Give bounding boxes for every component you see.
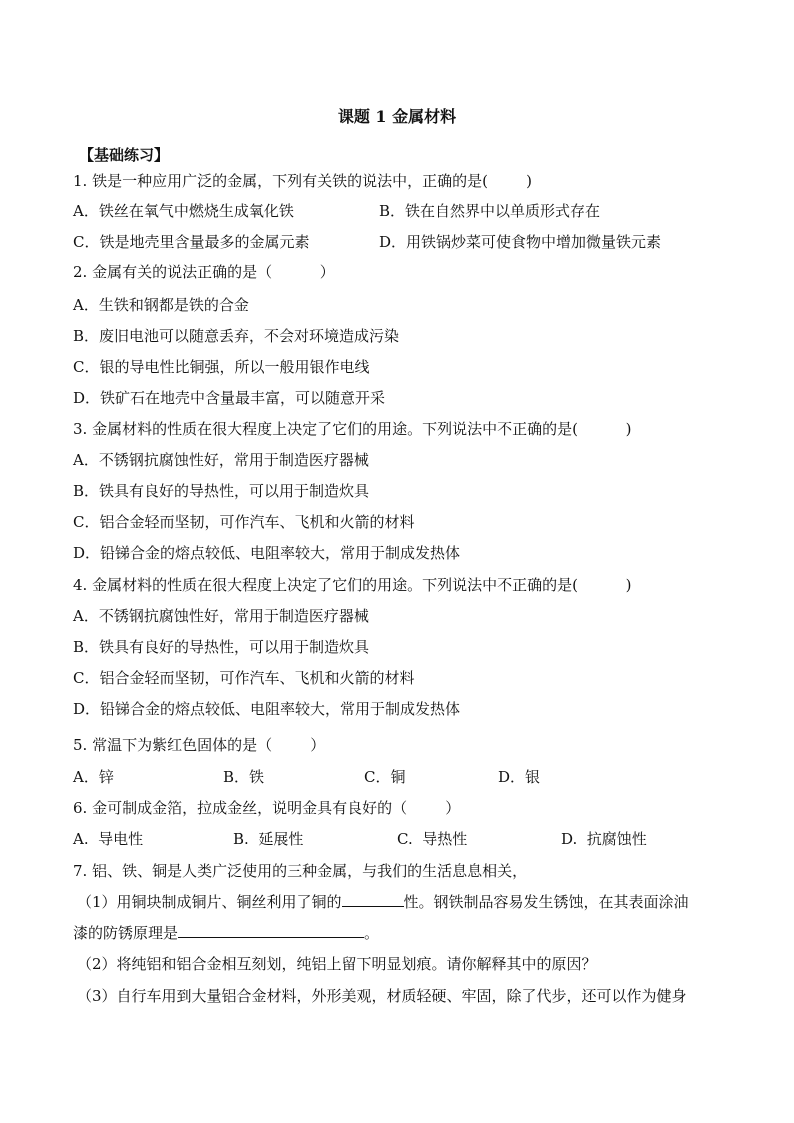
question-6-option-b: B. 延展性 [233,830,304,848]
question-1-options-row-2 [73,232,661,252]
question-1-stem: 1. 铁是一种应用广泛的金属，下列有关铁的说法中，正确的是( ) [73,172,532,190]
question-7-part-1-line-2 [73,923,379,943]
answer-blank-2[interactable] [178,923,364,938]
question-7-part-3: （3）自行车用到大量铝合金材料，外形美观，材质轻硬、牢固，除了代步，还可以作为健身 [77,987,687,1005]
question-4-option-c: C．铝合金轻而坚韧，可作汽车、飞机和火箭的材料 [73,669,415,687]
question-1-options-row-1 [73,201,600,221]
question-5-option-b: B．铁 [223,768,265,786]
question-1-option-b: B．铁在自然界中以单质形式存在 [379,202,601,220]
section-heading: 【基础练习】 [79,146,170,164]
question-7-part-1-text-after: 性。钢铁制品容易发生锈蚀，在其表面涂油 [403,893,689,911]
question-7-part-1-line-2-end: 。 [364,924,380,942]
question-6-option-c: C. 导热性 [397,830,468,848]
question-2-option-b: B．废旧电池可以随意丢弃，不会对环境造成污染 [73,327,400,345]
question-3-option-a: A．不锈钢抗腐蚀性好，常用于制造医疗器械 [73,451,369,469]
question-7-part-1-text-before: （1）用铜块制成铜片、铜丝利用了铜的 [77,893,342,911]
question-3-option-d: D．铅锑合金的熔点较低、电阻率较大，常用于制成发热体 [73,544,461,562]
question-2-option-c: C．银的导电性比铜强，所以一般用银作电线 [73,358,370,376]
question-4-option-d: D．铅锑合金的熔点较低、电阻率较大，常用于制成发热体 [73,700,461,718]
question-4-stem: 4. 金属材料的性质在很大程度上决定了它们的用途。下列说法中不正确的是( ) [73,576,632,594]
question-7-part-1 [77,892,689,912]
question-2-stem: 2. 金属有关的说法正确的是（ ） [73,263,335,281]
question-3-stem: 3. 金属材料的性质在很大程度上决定了它们的用途。下列说法中不正确的是( ) [73,420,632,438]
question-6-stem: 6. 金可制成金箔，拉成金丝，说明金具有良好的（ ） [73,799,461,817]
question-4-option-a: A．不锈钢抗腐蚀性好，常用于制造医疗器械 [73,607,369,625]
answer-blank-1[interactable] [342,892,404,907]
question-3-option-b: B．铁具有良好的导热性，可以用于制造炊具 [73,482,370,500]
question-4-option-b: B．铁具有良好的导热性，可以用于制造炊具 [73,638,370,656]
question-7-part-2: （2）将纯铝和铝合金相互刻划，纯铝上留下明显划痕。请你解释其中的原因？ [77,955,597,973]
question-1-option-d: D．用铁锅炒菜可使食物中增加微量铁元素 [379,233,662,251]
page-title: 课题 1 金属材料 [337,107,457,126]
question-6-option-d: D. 抗腐蚀性 [561,830,647,848]
question-5-option-a: A．锌 [73,768,114,786]
question-7-stem: 7. 铝、铁、铜是人类广泛使用的三种金属，与我们的生活息息相关， [73,862,528,880]
question-6-option-a: A. 导电性 [73,830,144,848]
question-5-option-c: C．铜 [364,768,406,786]
question-3-option-c: C．铝合金轻而坚韧，可作汽车、飞机和火箭的材料 [73,513,415,531]
question-1-option-c: C．铁是地壳里含量最多的金属元素 [73,233,310,251]
question-7-part-1-line-2-text: 漆的防锈原理是 [73,924,179,942]
question-2-option-a: A．生铁和钢都是铁的合金 [73,296,249,314]
question-6-options [73,829,647,849]
question-5-stem: 5. 常温下为紫红色固体的是（ ） [73,736,326,754]
question-5-option-d: D．银 [498,768,541,786]
question-1-option-a: A．铁丝在氧气中燃烧生成氧化铁 [73,202,294,220]
question-2-option-d: D．铁矿石在地壳中含量最丰富，可以随意开采 [73,389,386,407]
question-5-options [73,767,540,787]
